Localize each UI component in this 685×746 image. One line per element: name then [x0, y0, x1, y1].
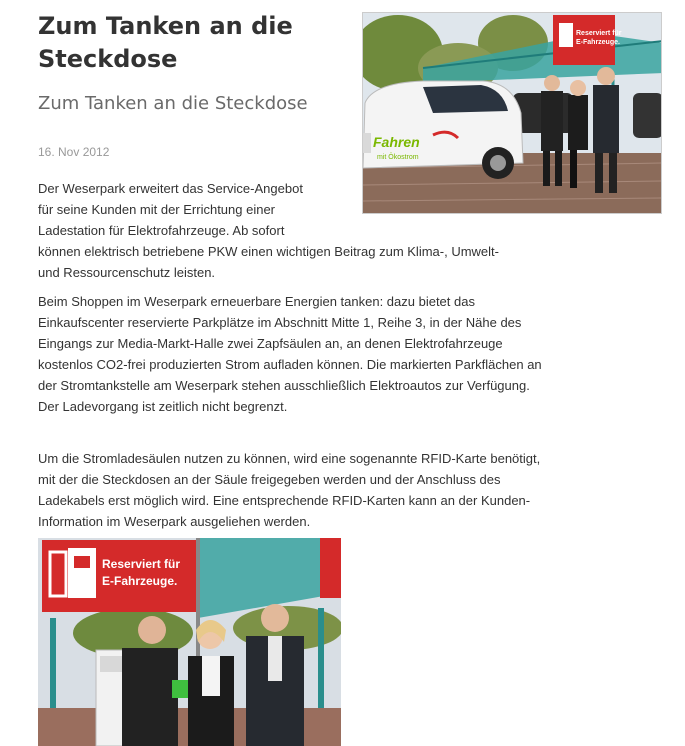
sign-text-top: Reserviert für: [102, 557, 181, 571]
paragraph-1-line: Der Weserpark erweitert das Service-Angebot: [38, 181, 303, 196]
paragraph-1-line: und Ressourcenschutz leisten.: [38, 265, 216, 280]
paragraph-1-line: für seine Kunden mit der Errichtung einer: [38, 202, 276, 217]
sign-text-top: Reserviert für: [576, 30, 622, 37]
paragraph-2: Beim Shoppen im Weserpark erneuerbare Energien tanken: dazu bietet das Einkaufscenter reservierte Parkplätze im Abschnitt Mitte 1, Reihe 3, in der Nähe des Eingangs zur Media-Markt-Halle zwei Zapfsäulen an, an denen Elektrofahrzeuge kostenlos CO2-frei produzierten Strom aufladen können. Die markierten Parkflächen an der Stromtankstelle am Weserpark stehen ausschließlich Elektroautos zur Verfügung. Der Ladevorgang ist zeitlich nicht begrenzt.: [38, 294, 542, 414]
article-subtitle: Zum Tanken an die Steckdose: [38, 93, 308, 114]
publish-date: 16. Nov 2012: [38, 145, 110, 159]
article-title: Zum Tanken an die Steckdose: [38, 12, 293, 73]
sign-text-bottom: E-Fahrzeuge.: [102, 574, 178, 588]
car-text-fahren: Fahren: [373, 134, 420, 150]
group-photo: [38, 538, 341, 746]
paragraph-1: [38, 178, 543, 283]
paragraph-3: Um die Stromladesäulen nutzen zu können, wird eine sogenannte RFID-Karte benötigt, mit der die Steckdosen an der Säule freigegeben werden und der Anschluss des Ladekabels erst möglich wird. Eine entsprechende RFID-Karten kann an der Kunden-Information im Weserpark ausgeliehen werden.: [38, 451, 541, 529]
sign-text-bottom: E-Fahrzeuge.: [576, 39, 620, 46]
car-text-oekostrom: mit Ökostrom: [377, 154, 419, 161]
paragraph-1-line: können elektrisch betriebene PKW einen wichtigen Beitrag zum Klima-, Umwelt-: [38, 244, 499, 259]
paragraph-1-line: Ladestation für Elektrofahrzeuge. Ab sofort: [38, 223, 285, 238]
